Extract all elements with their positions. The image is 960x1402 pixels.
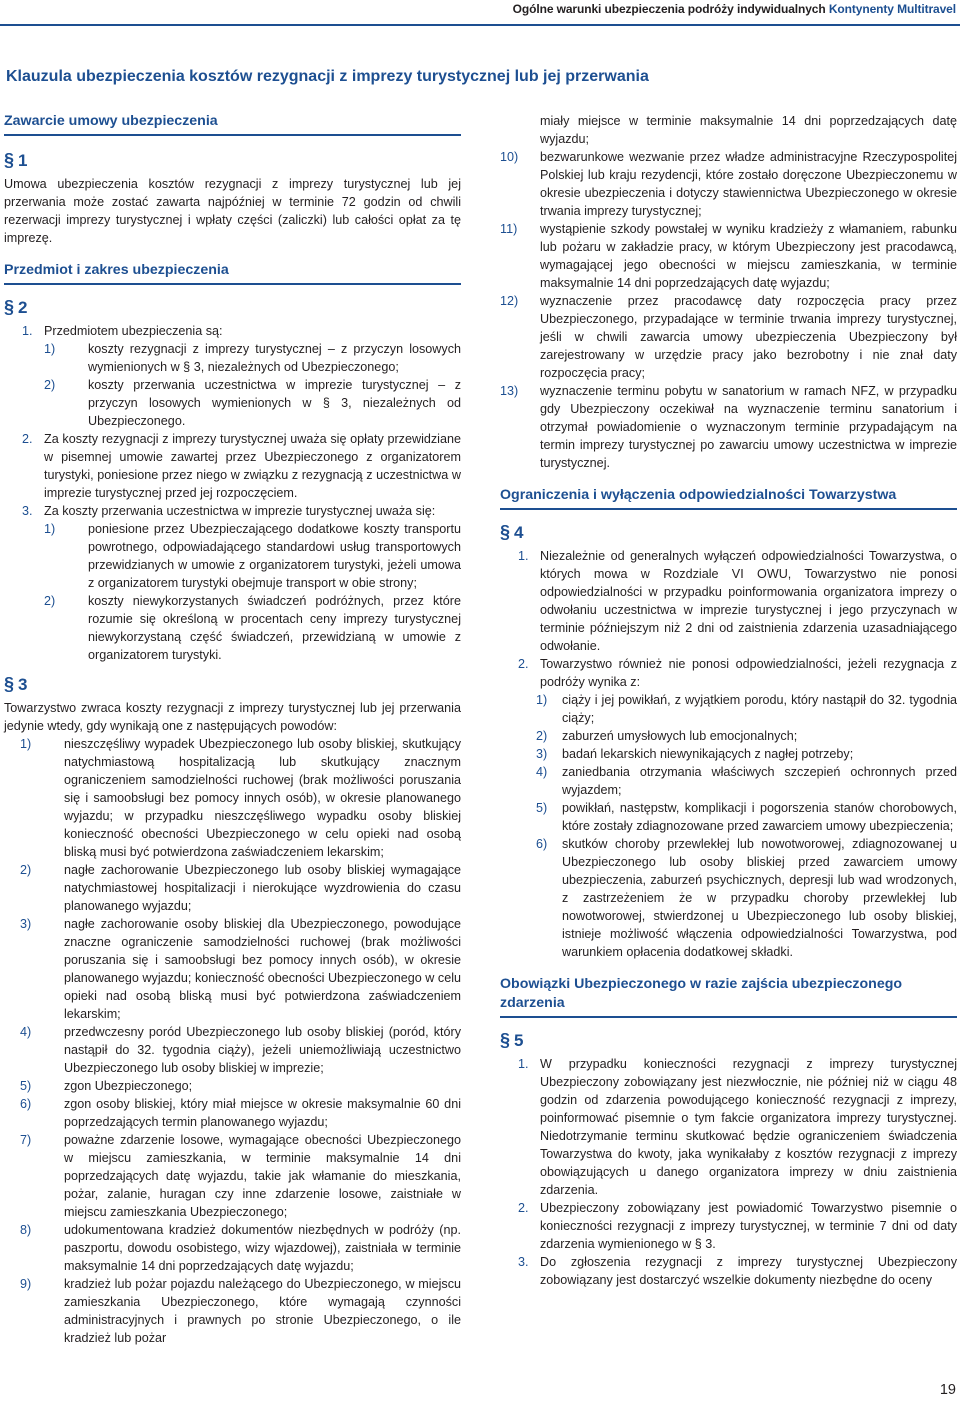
section-sign-icon: § (4, 150, 15, 170)
paragraph-sign-3: § 3 (4, 674, 28, 694)
list-item: 3. Do zgłoszenia rezygnacji z imprezy turystycznej Ubezpieczony zobowiązany jest dostarczyć wszelkie dokumenty niezbędne do oceny (518, 1255, 957, 1287)
list-item: 2) nagłe zachorowanie Ubezpieczonego lub osoby bliskiej wymagające natychmiastowej hospitalizacji i nierokujące wyzdrowienia do czasu planowanego wyjazdu; (20, 863, 461, 913)
list-item: 2) koszty przerwania uczestnictwa w imprezie turystycznej – z przyczyn losowych wymienionych w § 3, niezależnych od Ubezpieczonego. (44, 378, 461, 428)
paragraph-sign-2: § 2 (4, 297, 28, 317)
list-item: 1. Niezależnie od generalnych wyłączeń odpowiedzialności Towarzystwa, o których mowa w Rozdziale VI OWU, Towarzystwo nie ponosi odpowiedzialności w przypadku poinformowania organizatora imprezy o odwołaniu uczestnictwa w imprezie turystycznej i jego przyczynach w terminie późniejszym niż 2 dni od zaistnienia zdarzenia uzasadniającego odwołanie. (518, 549, 957, 653)
list-item: 1. Przedmiotem ubezpieczenia są: (22, 324, 223, 338)
list-item: 3. Za koszty przerwania uczestnictwa w imprezie turystycznej uważa się: (22, 504, 436, 518)
section-sign-icon: § (4, 297, 15, 317)
list-item: 2. Za koszty rezygnacji z imprezy turystycznej uważa się opłaty przewidziane w pisemnej umowie zawartej przez Ubezpieczonego z organizatorem turystyki, poniesione przez niego w związku z rezygnacją z uczestnictwa w imprezie turystycznej przed jej rozpoczęciem. (22, 432, 461, 500)
list-item: 3) nagłe zachorowanie osoby bliskiej dla Ubezpieczonego, powodujące znaczne ograniczenie samodzielności ruchowej (brak możliwości poruszania się i samoobsługi bez pomocy innych osób), w okresie planowanego wyjazdu; konieczność obecności Ubezpieczonego w celu opieki nad osobą bliską musi być potwierdzona zaświadczeniem lekarskim; (20, 917, 461, 1021)
list-item: 9) kradzież lub pożar pojazdu należącego do Ubezpieczonego, w miejscu zamieszkania Ubezpieczonego, które wymagają czynności administracyjnych i prawnych po stronie Ubezpieczonego, o ile kradzież lub pożar (20, 1277, 461, 1345)
section-sign-icon: § (500, 1030, 511, 1050)
list-item: 1) ciąży i jej powikłań, z wyjątkiem porodu, który nastąpił do 32. tygodnia ciąży; (536, 693, 957, 725)
section-sign-icon: § (500, 522, 511, 542)
running-header-prefix: Ogólne warunki ubezpieczenia podróży indywidualnych (512, 2, 826, 16)
list-item: 6) zgon osoby bliskiej, który miał miejsce w okresie maksymalnie 60 dni poprzedzających termin planowanego wyjazdu; (20, 1097, 461, 1129)
list-item: 2. Towarzystwo również nie ponosi odpowiedzialności, jeżeli rezygnacja z podróży wynika z: (518, 657, 957, 689)
list-item: 6) skutków choroby przewlekłej lub nowotworowej, zdiagnozowanej u Ubezpieczonego lub osoby bliskiej przed zawarciem umowy ubezpieczenia, zaburzeń psychicznych, depresji lub wad wrodzonych, z zastrzeżeniem że w przypadku choroby przewlekłej lub nowotworowej, stwierdzonej u Ubezpieczonego lub osoby bliskiej, istnieje możliwość włączenia odpowiedzialności Towarzystwa, pod warunkiem opłacenia dodatkowej składki. (536, 837, 957, 959)
list-item: 7) poważne zdarzenie losowe, wymagające obecności Ubezpieczonego w miejscu zamieszkania, w terminie maksymalnie 14 dni poprzedzających datę wyjazdu, takie jak włamanie do mieszkania, pożar, zalanie, huragan czy inne zdarzenie losowe, zaistniałe w miejscu zamieszkania Ubezpieczonego; (20, 1133, 461, 1219)
list-item: 13) wyznaczenie terminu pobytu w sanatorium w ramach NFZ, w przypadku gdy Ubezpieczony oczekiwał na wyznaczenie terminu sanatorium i otrzymał powiadomienie o wyznaczonym terminie przypadającym na termin imprezy turystycznej po zawarciu umowy uczestnictwa w imprezie turystycznej. (500, 384, 957, 470)
section-title-przedmiot: Przedmiot i zakres ubezpieczenia (4, 261, 461, 285)
list-item: 4) przedwczesny poród Ubezpieczonego lub osoby bliskiej (poród, który nastąpił do 32. tygodnia ciąży), jeżeli uniemożliwiają uczestnictwo Ubezpieczonego lub osoby bliskiej w imprezie; (20, 1025, 461, 1075)
paragraph-sign-1: § 1 (4, 150, 28, 170)
list-item: 2) koszty niewykorzystanych świadczeń podróżnych, przez które rozumie się określoną w procentach ceny imprezy turystycznej niewykorzystaną część świadczeń, przewidzianą w umowie z organizatorem turystyki. (44, 594, 461, 662)
paragraph-1-text: Umowa ubezpieczenia kosztów rezygnacji z imprezy turystycznej lub jej przerwania może zostać zawarta najpóźniej w terminie 72 godzin od chwili rezerwacji imprezy turystycznej i wpłaty części (zaliczki) lub całości opłat za tę imprezę. (4, 177, 461, 245)
list-item: 1) poniesione przez Ubezpieczającego dodatkowe koszty transportu powrotnego, odpowiadającego standardowi usług transportowych przewidzianych w umowie z organizatorem turystyki, jeżeli umowa z organizatorem turystyki obejmuje transport w obie strony; (44, 522, 461, 590)
list-item: 11) wystąpienie szkody powstałej w wyniku kradzieży z włamaniem, rabunku lub pożaru w zakładzie pracy, w którym Ubezpieczony jest pracodawcą, wymagającej jego obecności w miejscu zamieszkania, w terminie maksymalnie 14 dni poprzedzających datę wyjazdu; (500, 222, 957, 290)
left-column (4, 112, 461, 1347)
list-item: 3) badań lekarskich niewynikających z nagłej potrzeby; (536, 747, 854, 761)
paragraph-3-intro: Towarzystwo zwraca koszty rezygnacji z imprezy turystycznej lub jej przerwania jedynie wtedy, gdy wynikają one z następujących powodów: (4, 701, 461, 733)
list-item: 2) zaburzeń umysłowych lub emocjonalnych; (536, 729, 798, 743)
section-title-obowiazki: Obowiązki Ubezpieczonego w razie zajścia ubezpieczonego zdarzenia (500, 975, 957, 1018)
list-item: 8) udokumentowana kradzież dokumentów niezbędnych w podróży (np. paszportu, dowodu osobistego, wizy wjazdowej), zaistniała w terminie maksymalnie 14 dni poprzedzających datę wyjazdu; (20, 1223, 461, 1273)
list-item: 1) koszty rezygnacji z imprezy turystycznej – z przyczyn losowych wymienionych w § 3, niezależnych od Ubezpieczonego; (44, 342, 461, 374)
list-item: 10) bezwarunkowe wezwanie przez władze administracyjne Rzeczypospolitej Polskiej lub kraju rezydencji, które zostało doręczone Ubezpieczonemu w okresie ubezpieczenia i dotyczy stawiennictwa Ubezpieczonego w okresie trwania imprezy turystycznej; (500, 150, 957, 218)
page-number: 19 (939, 1382, 956, 1398)
paragraph-sign-4: § 4 (500, 522, 524, 542)
list-item: 4) zaniedbania otrzymania właściwych szczepień ochronnych przed wyjazdem; (536, 765, 957, 797)
list-item: 1. W przypadku konieczności rezygnacji z imprezy turystycznej Ubezpieczony zobowiązany jest niezwłocznie, nie później niż w ciągu 48 godzin od zdarzenia powodującego konieczność rezygnacji z imprezy, poinformować pisemnie o tym fakcie organizatora imprezy turystycznej. Niedotrzymanie terminu skutkować będzie ograniczeniem świadczenia Towarzystwa do kwoty, jaka wynikałaby z kosztów rezygnacji z imprezy obowiązujących u danego organizatora imprezy w dniu zaistnienia zdarzenia. (518, 1057, 957, 1197)
list-item: 1) nieszczęśliwy wypadek Ubezpieczonego lub osoby bliskiej, skutkujący natychmiastową hospitalizacją lub skutkujący znacznym ograniczeniem samodzielności ruchowej (brak możliwości poruszania się i samoobsługi bez pomocy innych osób), w okresie planowanego wyjazdu; w przypadku nieszczęśliwego wypadku osoby bliskiej konieczność obecności Ubezpieczonego w celu opieki nad osobą bliską musi być potwierdzona zaświadczeniem lekarskim; (20, 737, 461, 859)
right-column (500, 112, 957, 1289)
section-sign-icon: § (4, 674, 15, 694)
list-item: 5) powikłań, następstw, komplikacji i pogorszenia stanów chorobowych, które zostały zdiagnozowane przed zawarciem umowy ubezpieczenia; (536, 801, 957, 833)
list-item: 5) zgon Ubezpieczonego; (20, 1079, 193, 1093)
running-header (513, 2, 956, 16)
list-item: miały miejsce w terminie maksymalnie 14 dni poprzedzających datę wyjazdu; (540, 114, 957, 146)
list-item: 12) wyznaczenie przez pracodawcę daty rozpoczęcia pracy przez Ubezpieczonego, przypadające w terminie trwania imprezy turystycznej, jeśli w chwili zawarcia umowy ubezpieczenia Ubezpieczony był zarejestrowany w urzędzie pracy jako bezrobotny i nie znał daty rozpoczęcia pracy; (500, 294, 957, 380)
section-title-zawarcie: Zawarcie umowy ubezpieczenia (4, 112, 461, 136)
main-title: Klauzula ubezpieczenia kosztów rezygnacji z imprezy turystycznej lub jej przerwania (6, 68, 649, 85)
section-title-ograniczenia: Ograniczenia i wyłączenia odpowiedzialności Towarzystwa (500, 486, 957, 510)
paragraph-sign-5: § 5 (500, 1030, 524, 1050)
header-rule (0, 24, 960, 26)
running-header-product: Kontynenty Multitravel (828, 2, 956, 16)
list-item: 2. Ubezpieczony zobowiązany jest powiadomić Towarzystwo pisemnie o konieczności rezygnacji z imprezy turystycznej, w terminie 7 dni od daty zdarzenia wymienionego w § 3. (518, 1201, 957, 1251)
